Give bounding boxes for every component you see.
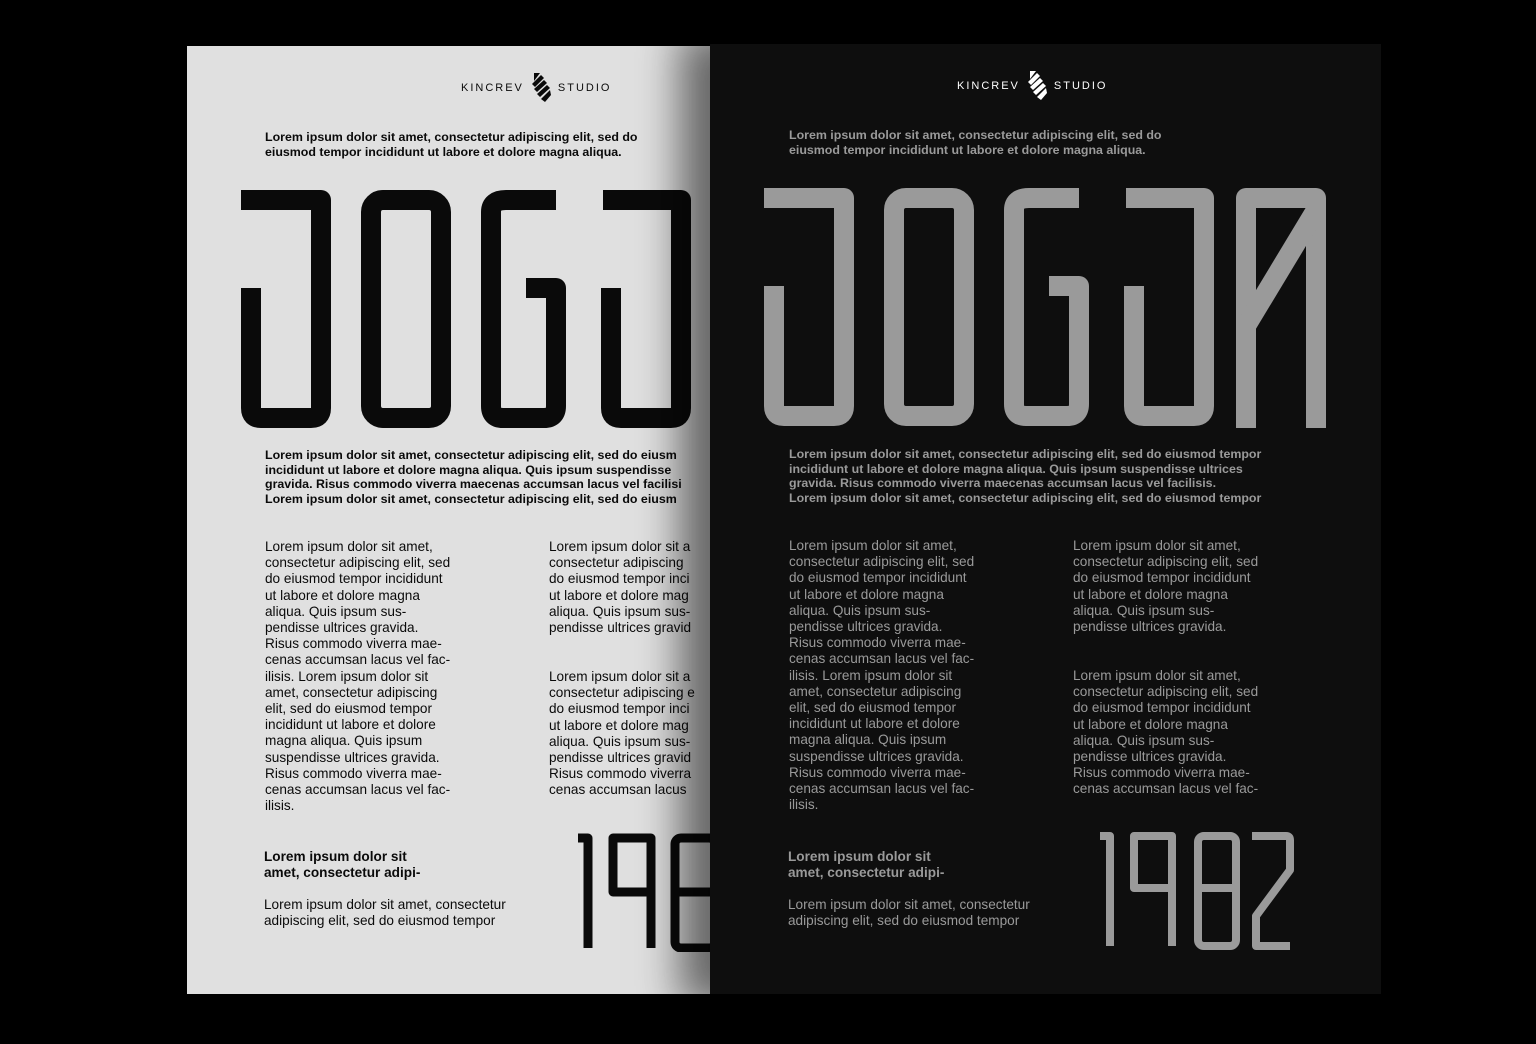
- body-line: consectetur adipiscing elit, sed: [789, 554, 975, 570]
- sub-body: [788, 897, 1030, 929]
- body-line: ilisis.: [789, 797, 819, 813]
- body-line: pendisse ultrices gravida.: [1073, 749, 1227, 765]
- body-column-left: [789, 538, 974, 813]
- light-poster: [187, 46, 710, 994]
- sub-body-line: adipiscing elit, sed do eiusmod tempor: [264, 913, 496, 929]
- body-line: do eiusmod tempor incididunt: [265, 571, 443, 587]
- sub-body-line: Lorem ipsum dolor sit amet, consectetur: [264, 897, 506, 912]
- body-line: ilisis. Lorem ipsum dolor sit: [265, 668, 429, 684]
- title-jogja: [764, 186, 1334, 428]
- body-line: amet, consectetur adipiscing: [265, 684, 438, 700]
- body-line: consectetur adipiscing: [549, 555, 684, 571]
- body-line: do eiusmod tempor incididunt: [1073, 700, 1251, 716]
- body-line: ut labore et dolore mag: [549, 717, 689, 733]
- body-line: cenas accumsan lacus vel fac-: [789, 781, 975, 797]
- body-line: cenas accumsan lacus vel fac-: [789, 651, 975, 667]
- body-line: pendisse ultrices gravida.: [265, 620, 419, 636]
- body-line: elit, sed do eiusmod tempor: [789, 700, 956, 716]
- body-line: cenas accumsan lacus: [549, 782, 687, 798]
- body-line: Lorem ipsum dolor sit amet,: [1073, 538, 1241, 553]
- subheading-line: Lorem ipsum dolor sit: [788, 849, 931, 864]
- body-line: Lorem ipsum dolor sit amet,: [265, 539, 433, 554]
- sub-body-line: adipiscing elit, sed do eiusmod tempor: [788, 913, 1020, 929]
- body-line: magna aliqua. Quis ipsum: [789, 732, 947, 748]
- intro-line: eiusmod tempor incididunt ut labore et dolore magna aliqua.: [265, 144, 622, 159]
- body-column-right-top: [1073, 538, 1258, 635]
- lead-line: gravida. Risus commodo viverra maecenas accumsan lacus vel facilisis.: [789, 476, 1217, 490]
- body-line: consectetur adipiscing elit, sed: [1073, 554, 1259, 570]
- lead-line: incididunt ut labore et dolore magna aliqua. Quis ipsum suspendisse ultrices: [789, 461, 1243, 476]
- body-line: amet, consectetur adipiscing: [789, 683, 962, 699]
- body-line: aliqua. Quis ipsum sus-: [1073, 602, 1215, 618]
- lead-line: incididunt ut labore et dolore magna aliqua. Quis ipsum suspendisse: [265, 462, 672, 477]
- body-line: aliqua. Quis ipsum sus-: [549, 733, 691, 749]
- body-line: ilisis.: [265, 798, 295, 814]
- lead-line: Lorem ipsum dolor sit amet, consectetur adipiscing elit, sed do eiusmod tempor: [789, 490, 1262, 505]
- sub-body-line: Lorem ipsum dolor sit amet, consectetur: [788, 897, 1030, 912]
- body-line: magna aliqua. Quis ipsum: [265, 733, 423, 749]
- body-line: do eiusmod tempor incididunt: [1073, 570, 1251, 586]
- body-line: Lorem ipsum dolor sit amet,: [789, 538, 957, 553]
- body-line: Lorem ipsum dolor sit a: [549, 539, 691, 554]
- body-line: aliqua. Quis ipsum sus-: [549, 603, 691, 619]
- body-line: ut labore et dolore magna: [789, 586, 944, 602]
- body-line: ilisis. Lorem ipsum dolor sit: [789, 667, 953, 683]
- lead-paragraph: [265, 448, 682, 506]
- body-line: pendisse ultrices gravid: [549, 620, 692, 636]
- body-line: Risus commodo viverra mae-: [789, 635, 966, 651]
- brand-right-word: STUDIO: [1053, 80, 1108, 92]
- striped-ribbon-logo-icon: [1026, 70, 1048, 102]
- title-text: JOGJA: [241, 188, 245, 189]
- body-column-right-top: [549, 539, 691, 636]
- subheading: [788, 849, 944, 881]
- dark-poster: [710, 44, 1381, 994]
- body-line: Lorem ipsum dolor sit amet,: [1073, 668, 1241, 683]
- body-line: elit, sed do eiusmod tempor: [265, 701, 432, 717]
- body-line: suspendisse ultrices gravida.: [789, 748, 964, 764]
- striped-ribbon-logo-icon: [530, 72, 552, 104]
- subheading-line: Lorem ipsum dolor sit: [264, 849, 407, 864]
- body-line: aliqua. Quis ipsum sus-: [265, 603, 407, 619]
- body-column-right-bottom: [1073, 668, 1258, 798]
- intro-paragraph: [265, 130, 637, 159]
- brand-left-word: KINCREV: [957, 80, 1020, 92]
- body-line: do eiusmod tempor inci: [549, 571, 690, 587]
- sub-body: [264, 897, 506, 929]
- brand-left-word: KINCREV: [461, 82, 524, 94]
- intro-line: Lorem ipsum dolor sit amet, consectetur adipiscing elit, sed do: [789, 128, 1162, 142]
- body-line: Risus commodo viverra: [549, 766, 692, 782]
- lead-paragraph: [789, 447, 1261, 505]
- brand-lockup: [957, 70, 1107, 102]
- body-line: consectetur adipiscing e: [549, 685, 695, 701]
- subheading-line: amet, consectetur adipi-: [788, 865, 945, 881]
- body-line: suspendisse ultrices gravida.: [265, 749, 440, 765]
- title-text: JOGJA: [764, 186, 768, 187]
- body-line: cenas accumsan lacus vel fac-: [1073, 781, 1259, 797]
- body-line: aliqua. Quis ipsum sus-: [1073, 732, 1215, 748]
- body-line: ut labore et dolore magna: [265, 587, 420, 603]
- body-line: ut labore et dolore mag: [549, 587, 689, 603]
- intro-line: eiusmod tempor incididunt ut labore et dolore magna aliqua.: [789, 142, 1146, 157]
- lead-line: Lorem ipsum dolor sit amet, consectetur adipiscing elit, sed do eiusm: [265, 448, 677, 462]
- body-line: consectetur adipiscing elit, sed: [265, 555, 451, 571]
- brand-right-word: STUDIO: [557, 82, 612, 94]
- title-jogja: [241, 188, 710, 430]
- body-line: Lorem ipsum dolor sit a: [549, 669, 691, 684]
- year-text: 1982: [1096, 830, 1099, 831]
- body-line: cenas accumsan lacus vel fac-: [265, 782, 451, 798]
- lead-line: Lorem ipsum dolor sit amet, consectetur adipiscing elit, sed do eiusmod tempor: [789, 447, 1262, 461]
- body-line: consectetur adipiscing elit, sed: [1073, 684, 1259, 700]
- body-line: Risus commodo viverra mae-: [789, 764, 966, 780]
- lead-line: gravida. Risus commodo viverra maecenas accumsan lacus vel facilisi: [265, 477, 682, 491]
- subheading: [264, 849, 420, 881]
- year-number: [575, 832, 710, 952]
- year-number: [1096, 830, 1296, 952]
- body-line: Risus commodo viverra mae-: [1073, 765, 1250, 781]
- body-line: pendisse ultrices gravida.: [1073, 619, 1227, 635]
- body-column-right-bottom: [549, 669, 695, 799]
- body-line: incididunt ut labore et dolore: [789, 716, 960, 732]
- year-text: 198: [575, 832, 577, 833]
- body-line: do eiusmod tempor incididunt: [789, 570, 967, 586]
- lead-line: Lorem ipsum dolor sit amet, consectetur adipiscing elit, sed do eiusm: [265, 491, 677, 506]
- subheading-line: amet, consectetur adipi-: [264, 865, 421, 881]
- intro-line: Lorem ipsum dolor sit amet, consectetur adipiscing elit, sed do: [265, 130, 638, 144]
- body-line: Risus commodo viverra mae-: [265, 636, 442, 652]
- body-line: pendisse ultrices gravid: [549, 750, 692, 766]
- body-line: Risus commodo viverra mae-: [265, 765, 442, 781]
- body-line: cenas accumsan lacus vel fac-: [265, 652, 451, 668]
- brand-lockup: [461, 72, 611, 104]
- intro-paragraph: [789, 128, 1161, 157]
- body-line: ut labore et dolore magna: [1073, 716, 1228, 732]
- body-line: incididunt ut labore et dolore: [265, 717, 436, 733]
- body-line: pendisse ultrices gravida.: [789, 619, 943, 635]
- body-line: do eiusmod tempor inci: [549, 701, 690, 717]
- body-line: aliqua. Quis ipsum sus-: [789, 602, 931, 618]
- body-column-left: [265, 539, 450, 814]
- body-line: ut labore et dolore magna: [1073, 586, 1228, 602]
